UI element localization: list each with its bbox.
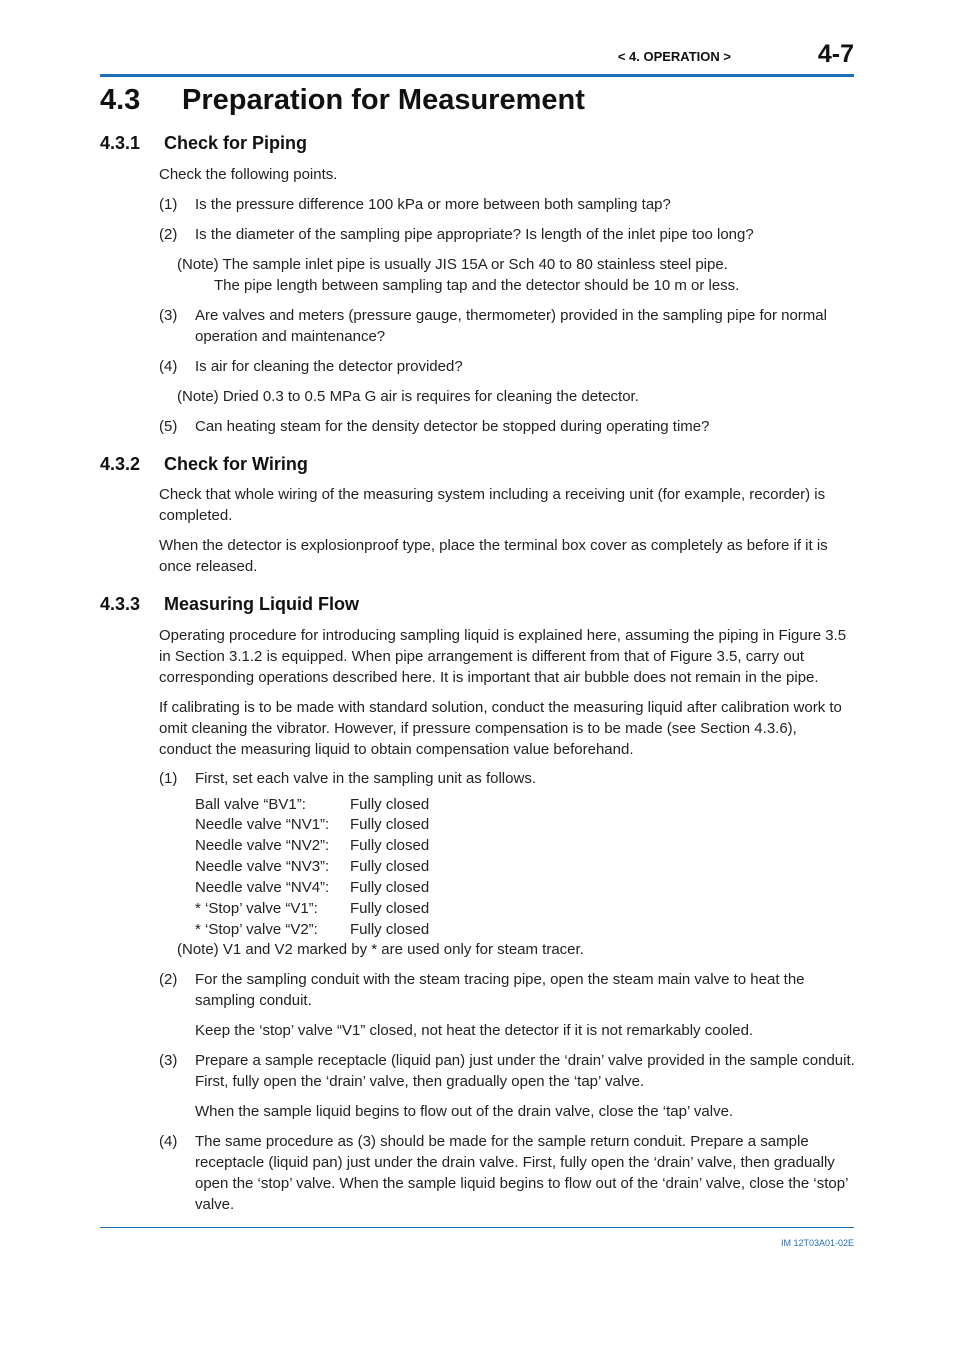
- valve-label: * ‘Stop’ valve “V2”:: [195, 921, 318, 938]
- valve-state: Fully closed: [350, 879, 430, 896]
- list-number: (5): [159, 418, 178, 435]
- list-item: The same procedure as (3) should be made for the sample return conduit. Prepare a sample receptacle (liquid pan) just under the drain valve. First, fully open the ‘drain’ valve, then gradually open the ‘stop’ valve. When the sample liquid begins to flow out of the ‘drain’ valve, close the ‘stop’ valve.: [195, 1133, 848, 1213]
- footer-rule: [100, 1227, 854, 1228]
- list-item: First, set each valve in the sampling unit as follows.: [195, 770, 536, 787]
- list-number: (3): [159, 307, 178, 324]
- valve-state: Fully closed: [350, 900, 430, 917]
- valve-state: Fully closed: [350, 921, 430, 938]
- subsection-title-piping: Check for Piping: [164, 133, 308, 153]
- note-continuation: The pipe length between sampling tap and the detector should be 10 m or less.: [214, 277, 740, 294]
- note: (Note) V1 and V2 marked by * are used only for steam tracer.: [177, 941, 584, 958]
- valve-label: Ball valve “BV1”:: [195, 796, 306, 813]
- list-number: (4): [159, 358, 178, 375]
- subsection-number-4-3-3: 4.3.3: [100, 594, 141, 614]
- subsection-number-4-3-1: 4.3.1: [100, 133, 141, 153]
- header-rule: [100, 74, 854, 77]
- note: (Note) Dried 0.3 to 0.5 MPa G air is requires for cleaning the detector.: [177, 388, 639, 405]
- section-title: Preparation for Measurement: [182, 84, 585, 116]
- list-number: (1): [159, 196, 178, 213]
- paragraph: Check that whole wiring of the measuring system including a receiving unit (for example, recorder) is completed.: [159, 486, 826, 524]
- paragraph: When the detector is explosionproof type, place the terminal box cover as completely as before if it is once released.: [159, 537, 828, 575]
- page-number: 4-7: [817, 40, 854, 68]
- list-number: (2): [159, 226, 178, 243]
- list-item: Can heating steam for the density detector be stopped during operating time?: [195, 418, 710, 435]
- valve-label: Needle valve “NV4”:: [195, 879, 330, 896]
- document-number: IM 12T03A01-02E: [780, 1238, 854, 1248]
- list-number: (2): [159, 971, 178, 988]
- subsection-title-wiring: Check for Wiring: [164, 454, 308, 474]
- valve-label: * ‘Stop’ valve “V1”:: [195, 900, 318, 917]
- valve-state: Fully closed: [350, 837, 430, 854]
- paragraph: Check the following points.: [159, 166, 338, 183]
- subsection-title-liquid-flow: Measuring Liquid Flow: [164, 594, 359, 614]
- valve-label: Needle valve “NV2”:: [195, 837, 330, 854]
- list-number: (1): [159, 770, 178, 787]
- paragraph: If calibrating is to be made with standard solution, conduct the measuring liquid after calibration work to omit cleaning the vibrator. However, if pressure compensation is to be made (see Section 4.3.6), conduct the measuring liquid to obtain compensation value beforehand.: [159, 699, 842, 758]
- list-item-continuation: Keep the ‘stop’ valve “V1” closed, not heat the detector if it is not remarkably cooled.: [195, 1022, 754, 1039]
- list-item: Is the pressure difference 100 kPa or more between both sampling tap?: [195, 196, 671, 213]
- list-item-continuation: When the sample liquid begins to flow out of the drain valve, close the ‘tap’ valve.: [195, 1103, 734, 1120]
- valve-state: Fully closed: [350, 816, 430, 833]
- list-item: For the sampling conduit with the steam tracing pipe, open the steam main valve to heat the sampling conduit.: [195, 971, 805, 1009]
- section-number: 4.3: [100, 84, 141, 116]
- valve-label: Needle valve “NV3”:: [195, 858, 330, 875]
- list-number: (3): [159, 1052, 178, 1069]
- running-header-chapter: < 4. OPERATION >: [617, 49, 731, 64]
- valve-state: Fully closed: [350, 796, 430, 813]
- valve-state: Fully closed: [350, 858, 430, 875]
- paragraph: Operating procedure for introducing sampling liquid is explained here, assuming the piping in Figure 3.5 in Section 3.1.2 is equipped. When pipe arrangement is different from that of Figure 3.5, carry out corresponding operations described here. It is important that air bubble does not remain in the pipe.: [159, 627, 847, 686]
- subsection-number-4-3-2: 4.3.2: [100, 454, 141, 474]
- list-item: Are valves and meters (pressure gauge, thermometer) provided in the sampling pipe for normal operation and maintenance?: [195, 307, 827, 345]
- list-item: Prepare a sample receptacle (liquid pan) just under the ‘drain’ valve provided in the sample conduit. First, fully open the ‘drain’ valve, then gradually open the ‘tap’ valve.: [195, 1052, 855, 1090]
- note: (Note) The sample inlet pipe is usually JIS 15A or Sch 40 to 80 stainless steel pipe.: [177, 256, 728, 273]
- list-item: Is the diameter of the sampling pipe appropriate? Is length of the inlet pipe too long?: [195, 226, 754, 243]
- list-item: Is air for cleaning the detector provided?: [195, 358, 463, 375]
- valve-label: Needle valve “NV1”:: [195, 816, 330, 833]
- list-number: (4): [159, 1133, 178, 1150]
